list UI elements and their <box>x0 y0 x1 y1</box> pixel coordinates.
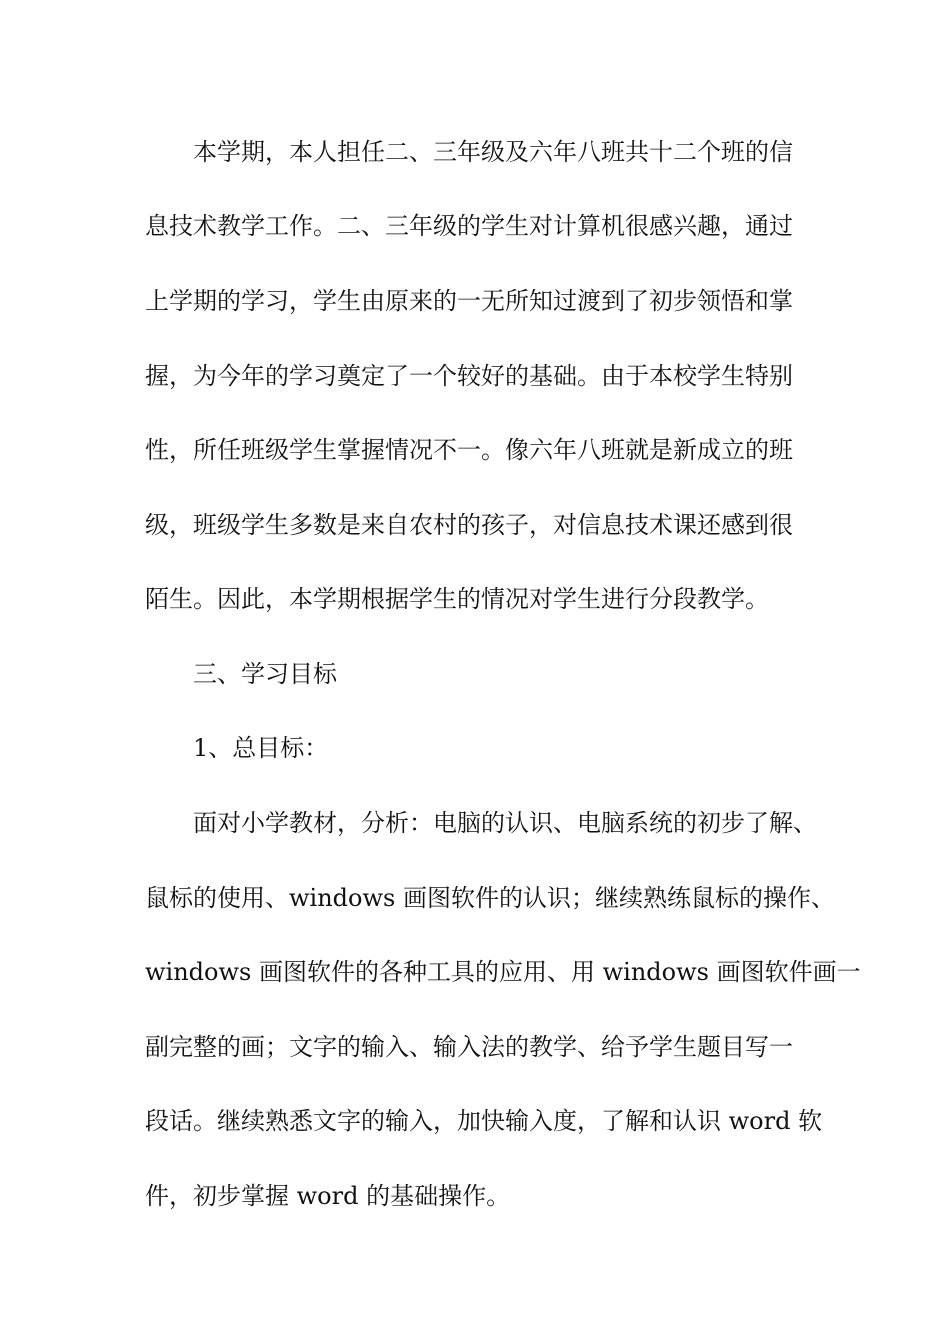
paragraph-line: 面对小学教材，分析：电脑的认识、电脑系统的初步了解、 <box>193 809 817 837</box>
paragraph-line: 陌生。因此，本学期根据学生的情况对学生进行分段教学。 <box>145 585 769 613</box>
paragraph-line: 鼠标的使用、windows 画图软件的认识；继续熟练鼠标的操作、 <box>145 884 835 912</box>
paragraph-line: 本学期，本人担任二、三年级及六年八班共十二个班的信 <box>193 138 793 166</box>
paragraph-line: 件，初步掌握 word 的基础操作。 <box>145 1182 511 1210</box>
paragraph-line: 副完整的画；文字的输入、输入法的教学、给予学生题目写一 <box>145 1033 793 1061</box>
paragraph-line: 握，为今年的学习奠定了一个较好的基础。由于本校学生特别 <box>145 362 793 390</box>
subsection-heading: 1、总目标： <box>193 734 329 762</box>
paragraph-line: windows 画图软件的各种工具的应用、用 windows 画图软件画一 <box>145 958 861 986</box>
paragraph-line: 性，所任班级学生掌握情况不一。像六年八班就是新成立的班 <box>145 436 793 464</box>
paragraph-line: 级，班级学生多数是来自农村的孩子，对信息技术课还感到很 <box>145 511 793 539</box>
section-heading: 三、学习目标 <box>193 660 337 688</box>
paragraph-line: 息技术教学工作。二、三年级的学生对计算机很感兴趣，通过 <box>145 212 793 240</box>
paragraph-line: 上学期的学习，学生由原来的一无所知过渡到了初步领悟和掌 <box>145 287 793 315</box>
paragraph-line: 段话。继续熟悉文字的输入，加快输入度，了解和认识 word 软 <box>145 1107 823 1135</box>
